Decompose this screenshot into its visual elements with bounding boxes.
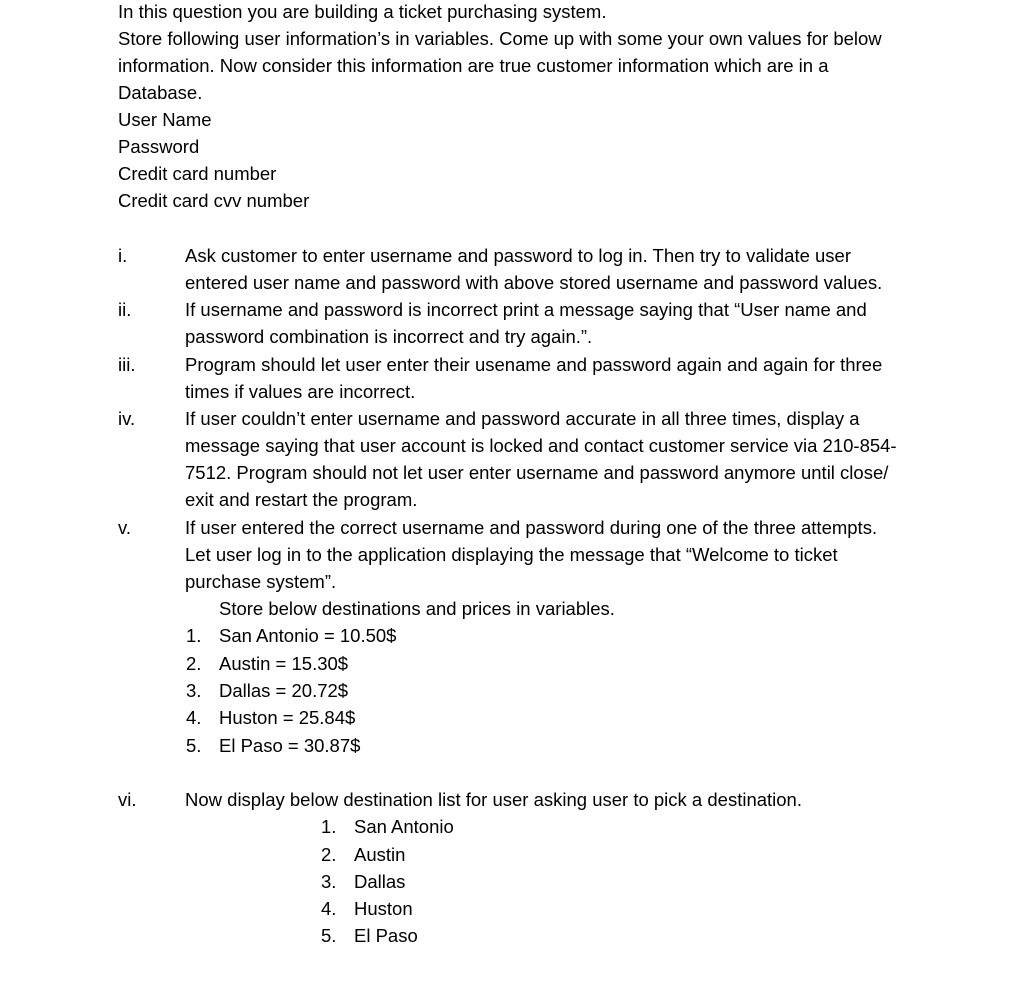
item-text: times if values are incorrect. — [185, 381, 416, 402]
item-text: Ask customer to enter username and password to log in. Then try to validate user — [185, 245, 851, 266]
item-numeral: v. — [118, 517, 132, 538]
price-list-item: El Paso = 30.87$ — [219, 735, 361, 756]
item-text: purchase system”. — [185, 571, 337, 592]
item-numeral: iii. — [118, 354, 136, 375]
intro-line: information. Now consider this information are true customer information which are in a — [118, 55, 829, 76]
item-text: message saying that user account is locked and contact customer service via 210-854- — [185, 435, 897, 456]
destination-list-number: 2. — [321, 844, 337, 865]
item-text: exit and restart the program. — [185, 489, 418, 510]
intro-line: Store following user information’s in variables. Come up with some your own values for below — [118, 28, 882, 49]
store-prices-instruction: Store below destinations and prices in variables. — [219, 598, 615, 619]
destination-list-item: Austin — [354, 844, 406, 865]
destination-list-item: Dallas — [354, 871, 406, 892]
field-credit-card-cvv: Credit card cvv number — [118, 190, 310, 211]
price-list-item: Huston = 25.84$ — [219, 707, 356, 728]
field-password: Password — [118, 136, 200, 157]
price-list-number: 1. — [186, 625, 202, 646]
item-text: Let user log in to the application displaying the message that “Welcome to ticket — [185, 544, 838, 565]
item-numeral: i. — [118, 245, 128, 266]
item-numeral: iv. — [118, 408, 136, 429]
price-list-number: 2. — [186, 653, 202, 674]
destination-list-number: 1. — [321, 816, 337, 837]
item-text: If user couldn’t enter username and password accurate in all three times, display a — [185, 408, 860, 429]
item-text: Program should let user enter their usename and password again and again for three — [185, 354, 883, 375]
intro-line: Database. — [118, 82, 203, 103]
item-text: Now display below destination list for user asking user to pick a destination. — [185, 789, 802, 810]
price-list-number: 5. — [186, 735, 202, 756]
price-list-item: Dallas = 20.72$ — [219, 680, 349, 701]
price-list-item: San Antonio = 10.50$ — [219, 625, 397, 646]
item-numeral: ii. — [118, 299, 132, 320]
price-list-number: 3. — [186, 680, 202, 701]
field-credit-card-number: Credit card number — [118, 163, 277, 184]
item-text: 7512. Program should not let user enter username and password anymore until close/ — [185, 462, 889, 483]
item-text: password combination is incorrect and try again.”. — [185, 326, 593, 347]
intro-line: In this question you are building a ticket purchasing system. — [118, 1, 607, 22]
field-user-name: User Name — [118, 109, 212, 130]
item-text: If username and password is incorrect print a message saying that “User name and — [185, 299, 867, 320]
price-list-number: 4. — [186, 707, 202, 728]
destination-list-item: San Antonio — [354, 816, 454, 837]
destination-list-item: El Paso — [354, 925, 418, 946]
destination-list-number: 3. — [321, 871, 337, 892]
destination-list-number: 5. — [321, 925, 337, 946]
price-list-item: Austin = 15.30$ — [219, 653, 349, 674]
item-text: If user entered the correct username and password during one of the three attempts. — [185, 517, 878, 538]
item-numeral: vi. — [118, 789, 137, 810]
destination-list-item: Huston — [354, 898, 413, 919]
destination-list-number: 4. — [321, 898, 337, 919]
item-text: entered user name and password with above stored username and password values. — [185, 272, 883, 293]
